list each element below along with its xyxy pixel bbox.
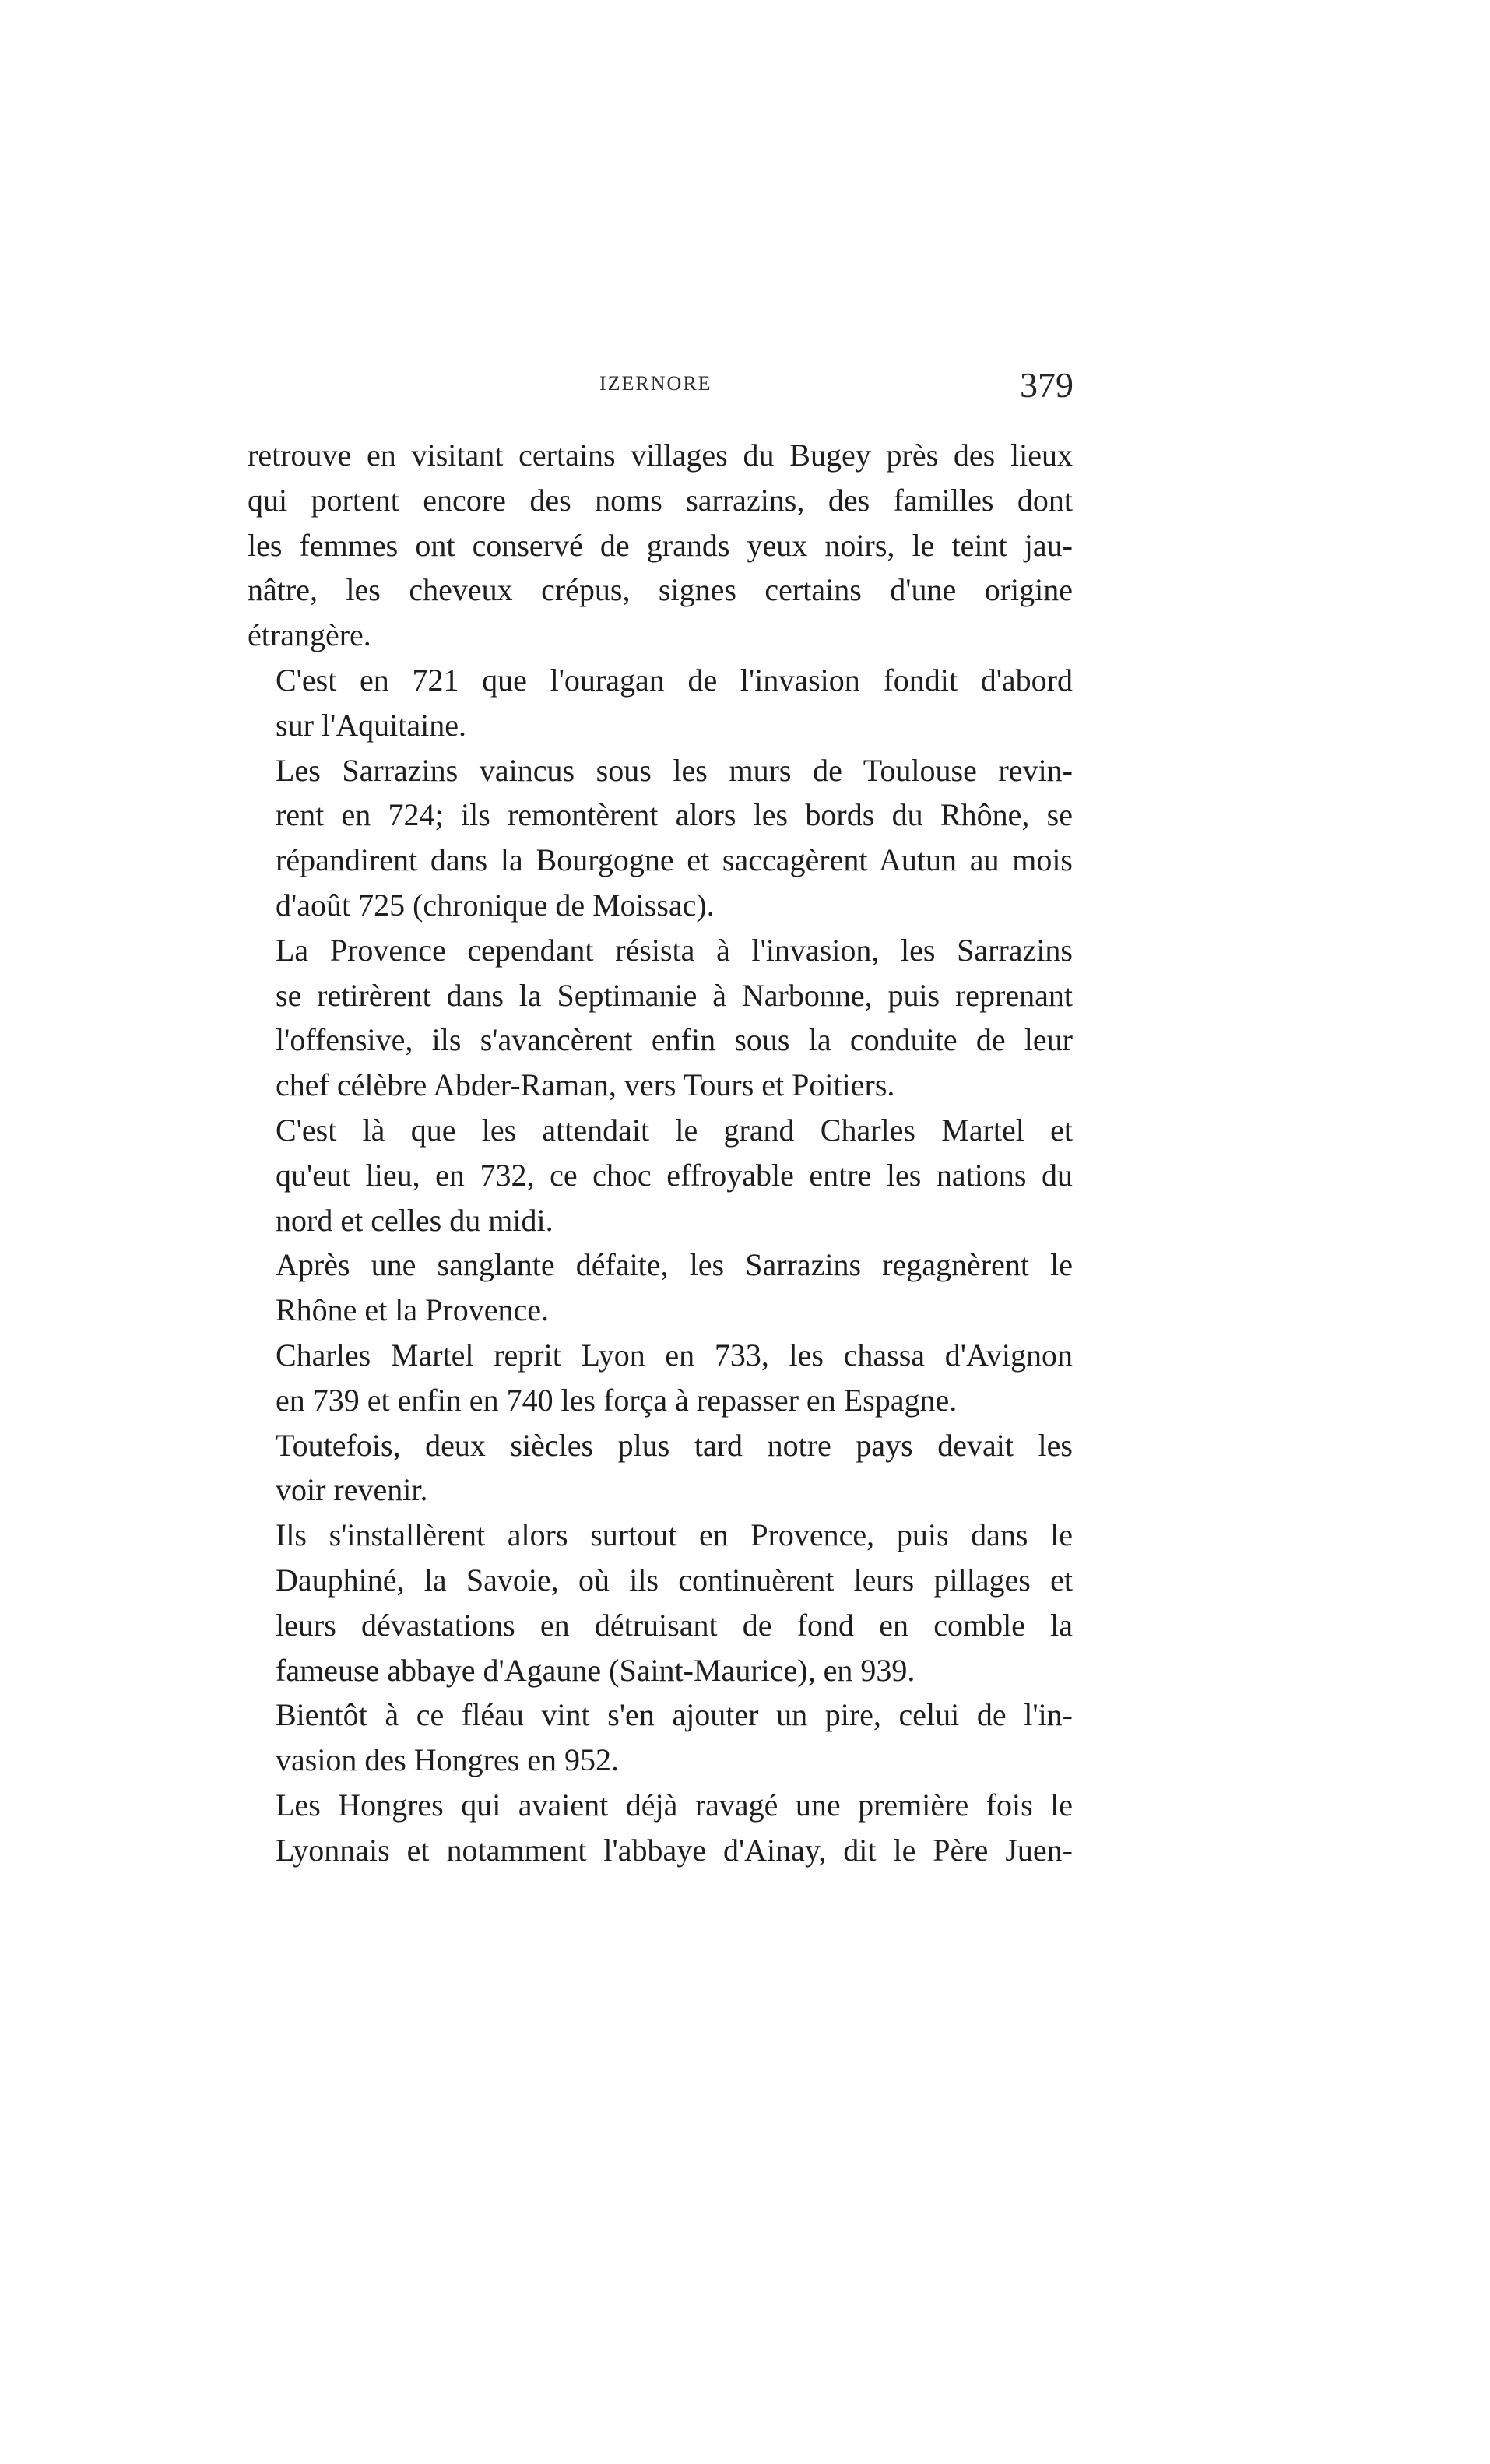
text-line: qu'eut lieu, en 732, ce choc effroyable entre les nations du <box>276 1157 1073 1193</box>
text-line: l'offensive, ils s'avancèrent enfin sous la conduite de leur <box>276 1022 1073 1058</box>
paragraph <box>248 1423 1073 1513</box>
text-line: rent en 724; ils remontèrent alors les bords du Rhône, se <box>276 797 1073 833</box>
text-line: nâtre, les cheveux crépus, signes certains d'une origine <box>248 572 1073 608</box>
text-line: retrouve en visitant certains villages du Bugey près des lieux <box>248 438 1073 473</box>
paragraph <box>248 748 1073 928</box>
page-number: 379 <box>1020 365 1074 405</box>
text-line: Charles Martel reprit Lyon en 733, les chassa d'Avignon <box>276 1337 1073 1373</box>
text-line: Ils s'installèrent alors surtout en Provence, puis dans le <box>276 1517 1073 1553</box>
text-line: Rhône et la Provence. <box>276 1292 549 1328</box>
paragraph <box>248 433 1073 658</box>
text-line: Après une sanglante défaite, les Sarrazins regagnèrent le <box>276 1247 1073 1283</box>
paragraph <box>248 1108 1073 1243</box>
text-line: nord et celles du midi. <box>276 1202 553 1238</box>
paragraph <box>248 1692 1073 1783</box>
text-line: les femmes ont conservé de grands yeux noirs, le teint jau- <box>248 527 1073 563</box>
text-line: Lyonnais et notamment l'abbaye d'Ainay, dit le Père Juen- <box>276 1832 1073 1868</box>
text-line: voir revenir. <box>276 1472 428 1508</box>
text-line: Toutefois, deux siècles plus tard notre pays devait les <box>276 1427 1073 1463</box>
text-line: fameuse abbaye d'Agaune (Saint-Maurice), en 939. <box>276 1652 915 1688</box>
body-text <box>248 433 1073 1873</box>
paragraph <box>248 928 1073 1108</box>
paragraph <box>248 1243 1073 1333</box>
text-line: étrangère. <box>248 617 371 653</box>
text-line: Les Hongres qui avaient déjà ravagé une première fois le <box>276 1787 1073 1823</box>
text-line: vasion des Hongres en 952. <box>276 1742 620 1778</box>
text-line: leurs dévastations en détruisant de fond en comble la <box>276 1607 1073 1643</box>
text-line: qui portent encore des noms sarrazins, des familles dont <box>248 482 1073 518</box>
paragraph <box>248 1513 1073 1692</box>
text-line: La Provence cependant résista à l'invasion, les Sarrazins <box>276 932 1073 968</box>
text-line: en 739 et enfin en 740 les força à repasser en Espagne. <box>276 1382 958 1418</box>
text-line: Bientôt à ce fléau vint s'en ajouter un pire, celui de l'in- <box>276 1697 1073 1733</box>
paragraph <box>248 1333 1073 1423</box>
text-line: sur l'Aquitaine. <box>276 707 466 743</box>
paragraph <box>248 658 1073 748</box>
text-line: Les Sarrazins vaincus sous les murs de Toulouse revin- <box>276 752 1073 788</box>
text-line: chef célèbre Abder-Raman, vers Tours et Poitiers. <box>276 1067 895 1103</box>
text-line: Dauphiné, la Savoie, où ils continuèrent leurs pillages et <box>276 1562 1073 1598</box>
text-line: C'est là que les attendait le grand Charles Martel et <box>276 1112 1073 1148</box>
text-line: se retirèrent dans la Septimanie à Narbonne, puis reprenant <box>276 977 1073 1013</box>
text-line: d'août 725 (chronique de Moissac). <box>276 887 715 923</box>
running-head <box>0 364 1490 411</box>
text-line: C'est en 721 que l'ouragan de l'invasion fondit d'abord <box>276 662 1073 698</box>
running-title: IZERNORE <box>599 372 712 395</box>
text-line: répandirent dans la Bourgogne et saccagèrent Autun au mois <box>276 842 1073 878</box>
paragraph <box>248 1783 1073 1873</box>
